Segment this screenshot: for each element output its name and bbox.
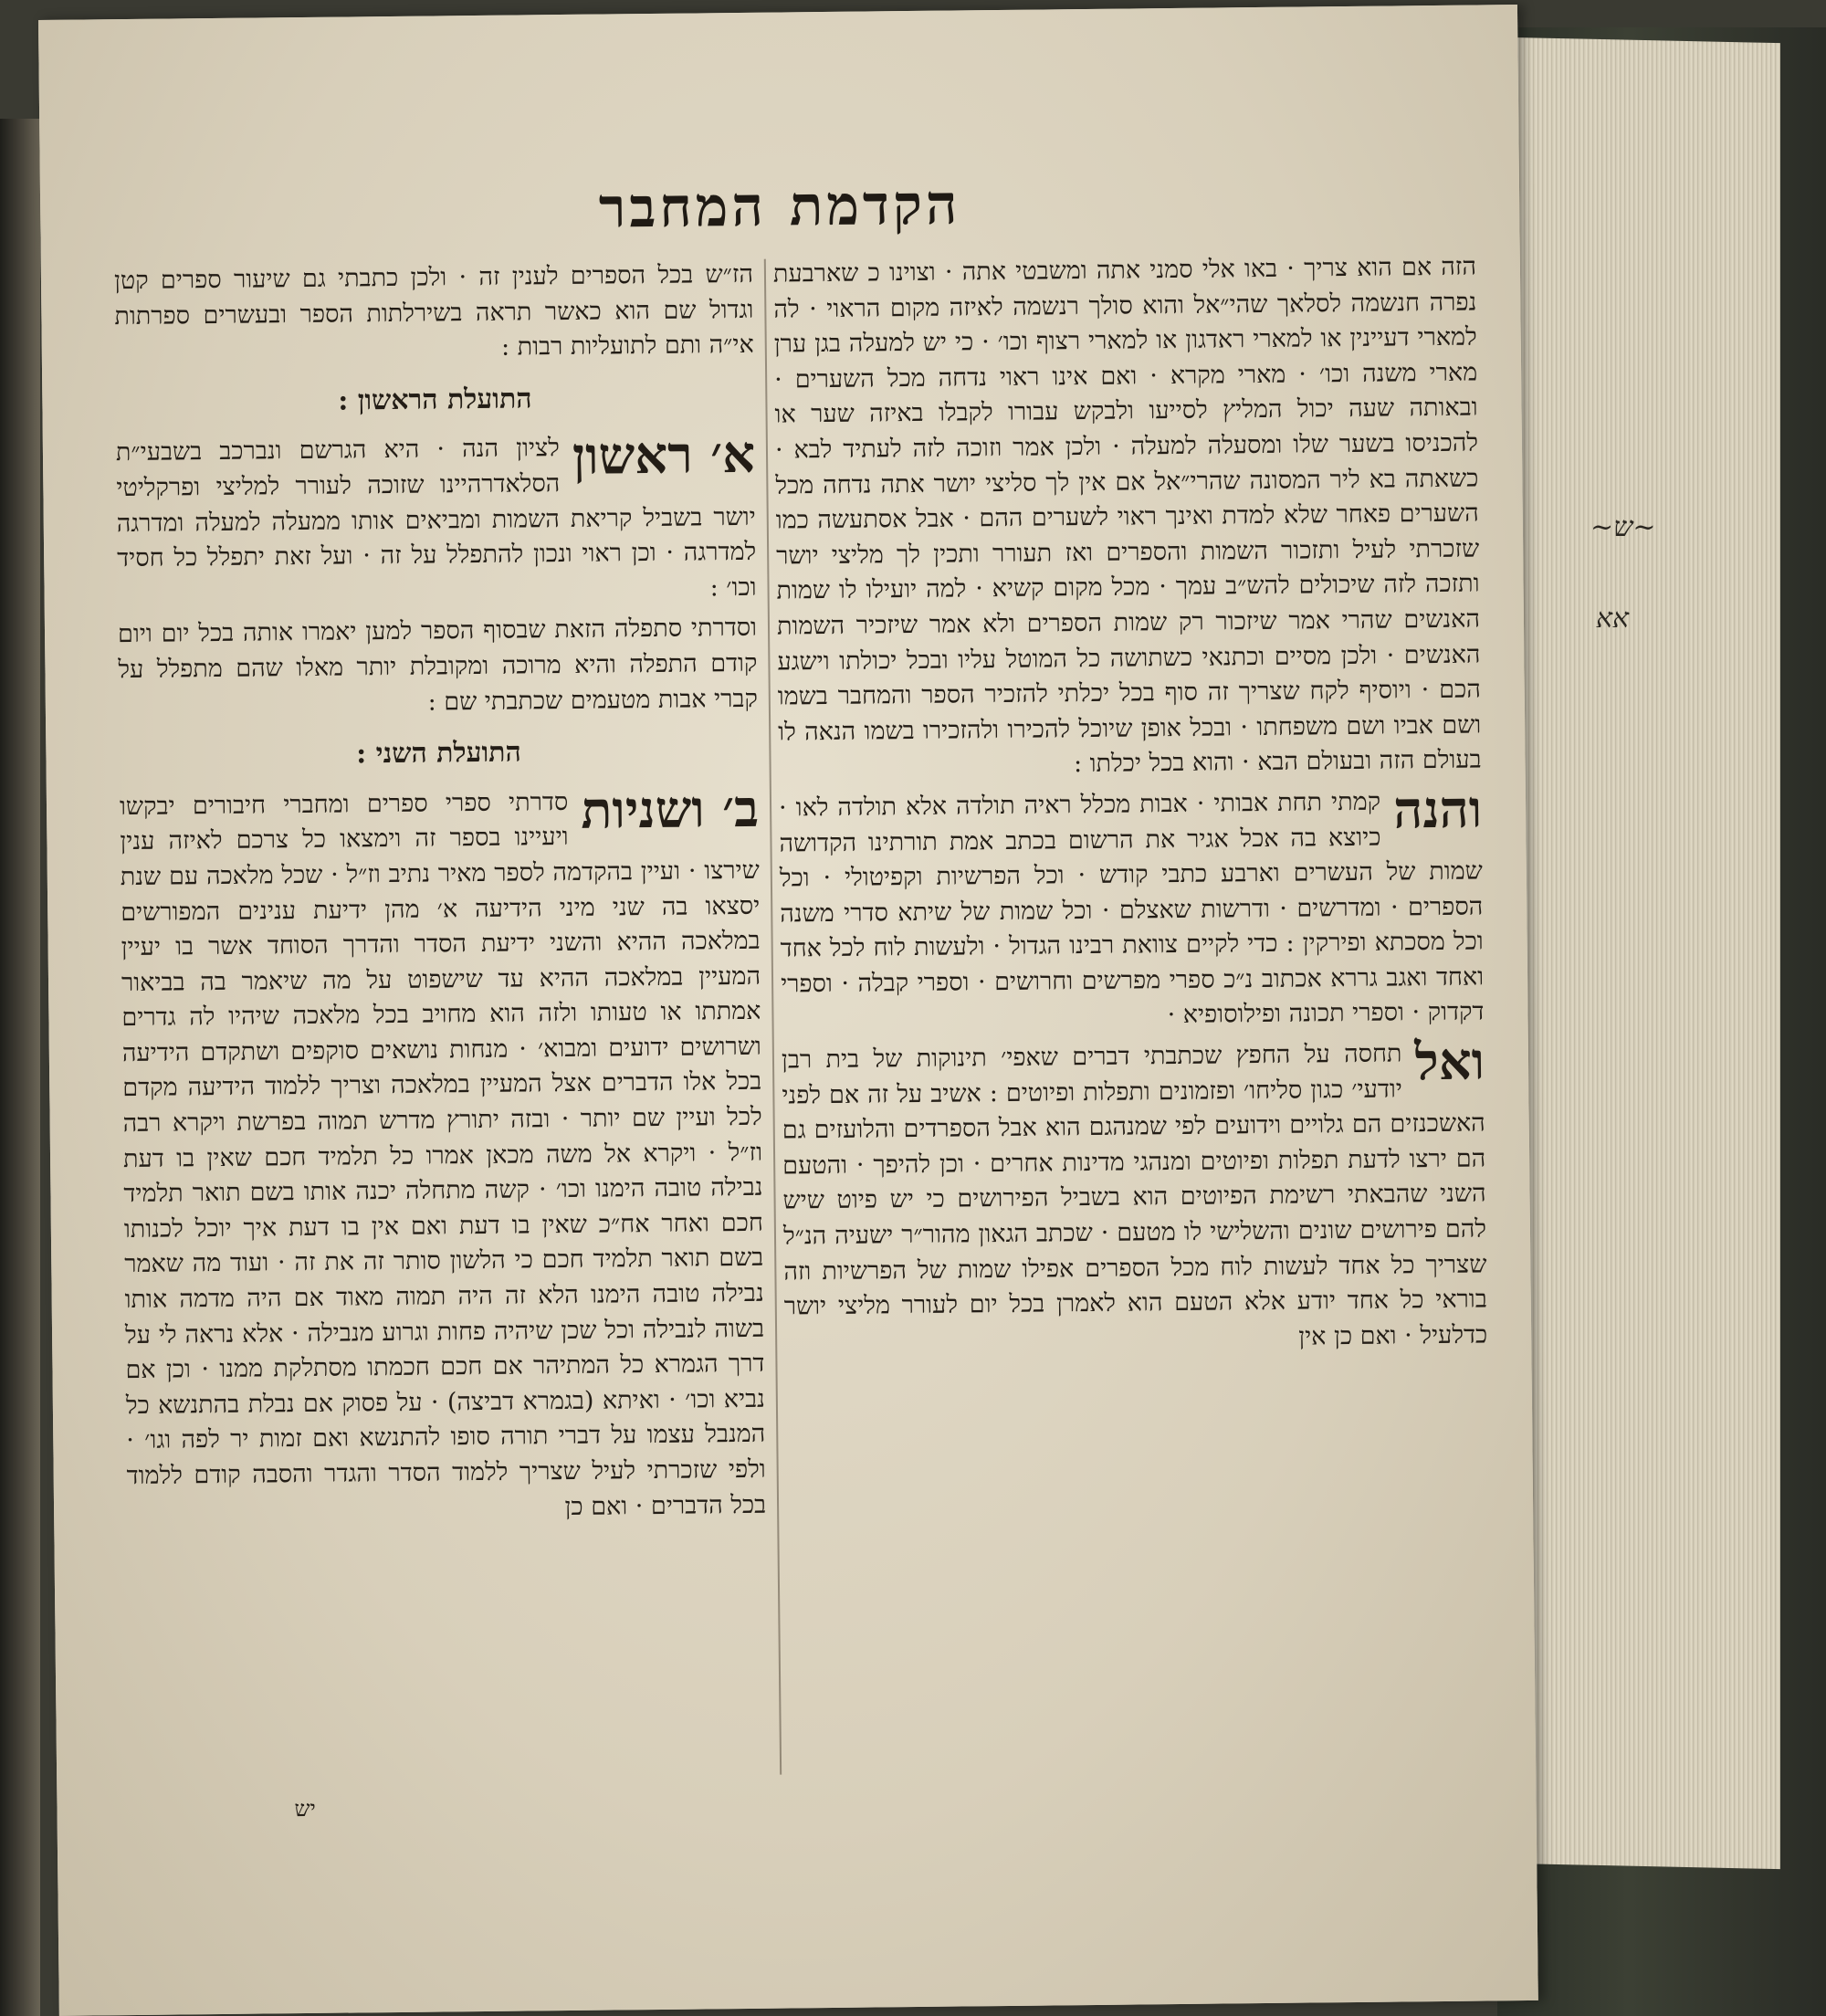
- drop-word: ב׳ ושניות: [580, 778, 760, 841]
- paragraph: [119, 778, 767, 1530]
- section-heading: התועלת השני :: [355, 736, 521, 771]
- right-column: [773, 250, 1488, 1366]
- marginal-note: אא: [1596, 603, 1630, 635]
- page-stack: [1506, 37, 1780, 1869]
- drop-word: ואל: [1414, 1031, 1485, 1093]
- paragraph: [781, 1031, 1488, 1360]
- paragraph: [115, 425, 757, 612]
- paragraph-text: לציון הנה · היא הגרשם ונברכב בשבעי״ת הסלאדרהיינו שזוכה לעורר למליצי ופרקליטי יושר בשביל קריאת השמות ומביאים אותו ממעלה למעלה ומדרגה למדרגה · וכן ראוי ונכון להתפלל על זה · ועל זאת יתפלל כל חסיד וכו׳ :: [115, 434, 757, 603]
- paragraph: וסדרתי סתפלה הזאת שבסוף הספר למען יאמרו אותה בכל יום ויום קודם התפלה והיא מרוכה ומקובלת יותר מאלו שהם מתפלל על קברי אבות מטעמים שכתבתי שם :: [117, 614, 758, 717]
- paragraph-text: סדרתי ספרי ספרים ומחברי חיבורים יבקשו ויעיינו בספר זה וימצאו כל צרכם לאיזה ענין שירצו · ועיין בהקדמה לספר מאיר נתיב וז״ל · שכל מלאכה עם שנת יסצאו בה שני מיני הידיעה א׳ מהן ידיעת ענינים המפורשים במלאכה ההיא והשני ידיעת הסדר והדרך הסוחד אשר בו יעיין המעיין במלאכה ההיא עד שישפוט על מה שיאמר בה בביאור אמתתו או טעותו ולזה הוא מחויב בכל מלאכה שיהיו לה גדרים ושרושים ידועים ומבוא׳ · מנחות נושאים סוקפים ושתקדם הידיעה בכל אלו הדברים אצל המעיין במלאכה וצריך ללמוד הידיעה מקדם לכל ועיין שם יותר · ובזה יתורץ מדרש תמוה בפרשת ויקרא רבה וז״ל · ויקרא אל משה מכאן אמרו כל תלמיד חכם שאין בו דעת נבילה טובה הימנו וכו׳ · קשה מתחלה יכנה אותו בשם תואר תלמיד חכם ואחר אח״כ שאין בו דעת ואם אין בו דעת איך יוכל לכנותו בשם תואר תלמיד חכם כי הלשון סותר זה את זה · ועוד מה שאמר נבילה טובה הימנו הלא זה היה תמוה מאוד אם היה מדמה אותו בשוה לנבילה וכל שכן שיהיה פחות וגרוע מנבילה · אלא נראה לי על דרך הגמרא כל המתיהר אם חכם חכמתו מסתלקת ממנו · וכן אם נביא וכו׳ · ואיתא (בגמרא דביצה) · על פסוק אם נבלת בהתנשא כל המנבל עצמו על דברי תורה סופו להתנשא ואם זמות יר לפה וגו׳ · ולפי שזכרתי לעיל שצריך ללמוד הסדר והגדר והסבה קודם ללמוד בכל הדברים · ואם כן: [119, 787, 767, 1521]
- page-title: הקדמת המחבר: [598, 173, 961, 241]
- section-heading: התועלת הראשון :: [338, 383, 532, 417]
- catchword: יש: [294, 1795, 316, 1822]
- left-book-edge: [0, 119, 40, 2016]
- book-page: [38, 5, 1538, 2016]
- paragraph-text: קמתי תחת אבותי · אבות מכלל ראיה תולדה אלא תולדה לאו · כיוצא בה אכל אגיר את הרשום בכתב אמת תורתינו הקדושה שמות של העשרים וארבע כתבי קודש · וכל הפרשיות וקפיטולי · וכל הספרים · ומדרשים · ודרשות שאצלם · וכל שמות של שיתא סדרי משנה וכל מסכתא ופירקין : כדי לקיים צוואת רבינו הגדול · ולעשות לוח לכל אחד ואחד ואגב גררא אכתוב נ״כ ספרי מפרשים וחרושים · וספרי קבלה · וספרי דקדוק · וספרי תכונה ופילוסופיא ·: [778, 787, 1485, 1030]
- drop-word: והנה: [1392, 779, 1483, 841]
- drop-word: א׳ ראשון: [572, 425, 756, 488]
- paragraph-text: תחסה על החפץ שכתבתי דברים שאפי׳ תינוקות של בית רבן יודעי׳ כגון סליחו׳ ופזמונים ותפלות ופיוטים : אשיב על זה אם לפני האשכנזים הם גלויים וידועים לפי שמנהגם הוא אבל הספרדים והלועזים גם הם ירצו לדעת תפלות ופיוטים ומנהגי מדינות אחרים · וכן להיפך · והטעם השני שהבאתי רשימת הפיוטים הוא בשביל הפירושים כי יש פיוט שיש להם פירושים שונים והשלישי לו מטעם · שכתב הגאון מהור״ר ישעיה הנ״ל שצריך כל אחד לעשות לוח מכל הספרים אפילו שמות של הפרשיות וזה בוראי כל אחד יודע אלא הטעם הוא לאמרן בכל יום לעורר מליצי יושר כדלעיל · ואם כן אין: [781, 1039, 1488, 1351]
- marginal-note: ~ש~: [1590, 511, 1656, 543]
- paragraph: [778, 779, 1485, 1037]
- left-column: [114, 257, 767, 1535]
- paragraph: הזה אם הוא צריך · באו אלי סמני אתה ומשבטי אתה · וצוינו כ שארבעת נפרה חנשמה לסלאך שהי״אל והוא סולך רנשמה לאיזה מקום הראוי · לה למארי דעיינין או למארי ראדגון או למארי רצוף וכו׳ · כי יש למעלה בגן ערן מארי משנה וכו׳ · מארי מקרא · ואם אינו ראוי נדחה מכל השערים · ובאותה שעה יכול המליץ לסייעו ולבקש עבורו לקבלו באיזה שער או להכניסו בשער שלו ומסעלה למעלה · ולכן אמר וזוכה לזה לעתיד לבא · כשאתה בא ליר המסונה שהרי״אל אם אין לך סליצי יושר אתה נדחה מכל השערים פאחר שלא למדת ואינך ראוי לשערים ההם · אבל אסתעשה כמו שזכרתי לעיל ותזכור השמות והספרים ואז תעורר ותכין לך מליצי יושר ותזכה לזה שיכולים להש״ב עמך · מכל מקום קשיא · למה יועילו לו שמות האנשים שהרי אמר שיזכור רק שמות הספרים ולא אמר שיזכיר השמות האנשים · ולכן מסיים וכתנאי כשתושה כל המוטל עליו ובכל יכולתו וישגע הכם · ויוסיף לקח שצריך זה סוף בכל יכלתי להזכיר הספר והמחבר בשמו ושם אביו ושם משפחתו · ובכל אופן שיוכל להכירו ולהזכירו בשמו הנאה לו בעולם הזה ובעולם הבא · והוא בכל יכלתו :: [772, 252, 1482, 779]
- paragraph: הז״ש בכל הספרים לענין זה · ולכן כתבתי גם שיעור ספרים קטן וגדול שם הוא כאשר תראה בשירלתות הספר ובעשרים ספרתות אי״ה ותם לתועליות רבות :: [113, 259, 754, 362]
